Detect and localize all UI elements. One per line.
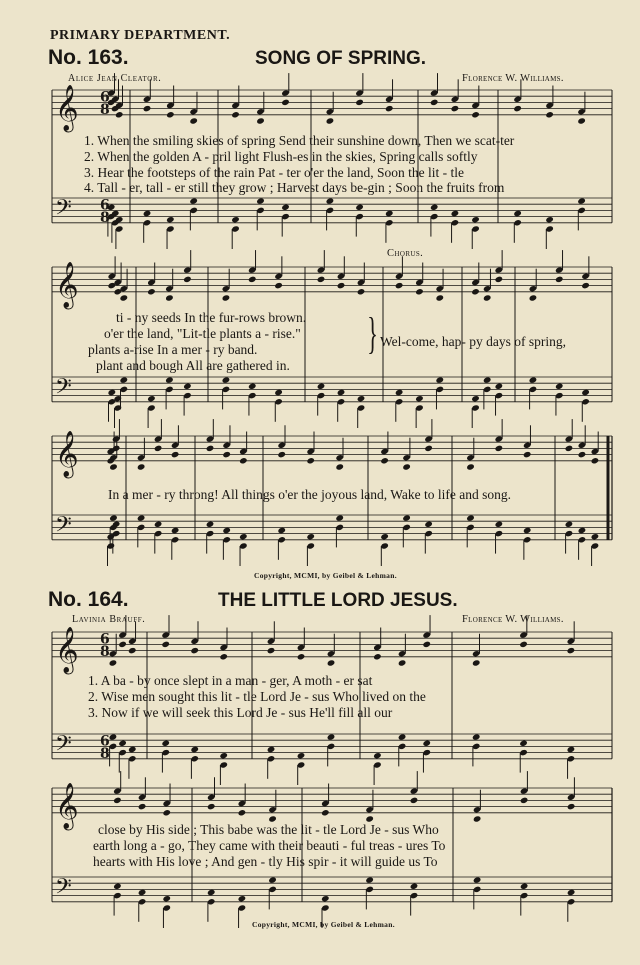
note-head (520, 797, 529, 804)
note-head (523, 527, 532, 534)
hymn-164-verse-3-line-1: 3. Now if we will seek this Lord Je - sus He'll fill all our (88, 705, 393, 720)
time-signature: 8 (100, 209, 110, 226)
note-head (451, 210, 460, 217)
note-head (268, 876, 277, 883)
chorus-line-2: In a mer - ry throng! All things o'er the joyous land, Wake to life and song. (108, 487, 512, 502)
time-signature: 6 (100, 631, 110, 648)
note-head (545, 216, 554, 223)
note-head (162, 809, 171, 816)
note-head (281, 99, 290, 106)
note-head (120, 294, 129, 301)
note-head (321, 895, 330, 902)
note-head (297, 752, 306, 759)
bass-clef-icon: 𝄢 (55, 512, 72, 543)
chorus-label: Chorus. (387, 248, 424, 259)
note-head (239, 457, 248, 464)
note-head (161, 641, 170, 648)
note-head (495, 521, 504, 528)
note-head (189, 117, 198, 124)
note-head (189, 197, 198, 204)
note-head (473, 876, 482, 883)
note-head (138, 803, 147, 810)
note-head (147, 395, 156, 402)
note-head (355, 204, 364, 211)
note-head (581, 282, 590, 289)
hymn-164-copyright: Copyright, MCMI, by Geibel & Lehman. (252, 920, 395, 929)
hymn-163-title: SONG OF SPRING. (255, 48, 427, 69)
note-head (385, 105, 394, 112)
note-head (137, 514, 146, 521)
note-head (577, 197, 586, 204)
note-head (577, 117, 586, 124)
note-head (466, 514, 475, 521)
hymn-163-author: Alice Jean Cleator. (68, 73, 162, 84)
note-head (306, 457, 315, 464)
note-head (222, 527, 231, 534)
note-head (143, 210, 152, 217)
note-head (365, 876, 374, 883)
note-head (267, 746, 276, 753)
note-head (238, 895, 247, 902)
note-head (335, 463, 344, 470)
hymn-163-verse-3-line-2: plants a-rise In a mer - ry band. (88, 342, 258, 357)
note-head (239, 533, 248, 540)
hymn-163-verse-2-line-2: o'er the land, "Lit-tle plants a - rise." (104, 326, 301, 341)
hymn-163-number: No. 163. (48, 46, 129, 69)
note-head (373, 752, 382, 759)
note-head (415, 288, 424, 295)
hymn-164-composer: Florence W. Williams. (462, 614, 564, 625)
note-head (415, 395, 424, 402)
note-head (137, 463, 146, 470)
hymn-163-verse-3-line-1: 3. Hear the footsteps of the rain Pat - ter o'er the land, Soon the lit - tle (84, 165, 464, 180)
note-head (435, 294, 444, 301)
note-head (471, 111, 480, 118)
note-head (165, 294, 174, 301)
note-head (435, 376, 444, 383)
hymn-164-verse-2-line-1: 2. Wise men sought this lit - tle Lord Je - sus Who lived on the (88, 689, 426, 704)
treble-clef-icon: 𝄞 (55, 782, 79, 829)
note-head (523, 451, 532, 458)
note-head (385, 210, 394, 217)
note-head (335, 514, 344, 521)
hymn-164-verse-3-line-2: hearts with His love ; And gen - tly His spir - it will guide us To (93, 854, 438, 869)
note-head (317, 383, 326, 390)
note-head (395, 389, 404, 396)
note-head (222, 294, 231, 301)
note-head (206, 521, 215, 528)
department-heading: PRIMARY DEPARTMENT. (50, 28, 231, 43)
note-head (567, 746, 576, 753)
note-head (466, 463, 475, 470)
treble-clef-icon: 𝄞 (55, 261, 79, 308)
note-head (190, 746, 199, 753)
note-head (398, 733, 407, 740)
note-head (567, 647, 576, 654)
note-head (357, 288, 366, 295)
note-head (424, 445, 433, 452)
note-head (118, 740, 127, 747)
time-signature: 8 (100, 643, 110, 660)
note-head (222, 376, 231, 383)
note-head (207, 803, 216, 810)
note-head (171, 451, 180, 458)
hymn-163-verse-4-line-1: 4. Tall - er, tall - er still they grow ; Harvest days be-gin ; Soon the fruits from (84, 180, 505, 195)
bass-clef-icon: 𝄢 (55, 731, 72, 762)
hymn-163-verse-1-line-2: ti - ny seeds In the fur-rows brown. (116, 310, 307, 325)
note-head (206, 445, 215, 452)
note-head (128, 746, 137, 753)
note-head (165, 376, 174, 383)
note-head (357, 395, 366, 402)
note-head (109, 463, 118, 470)
note-head (430, 204, 439, 211)
note-head (274, 282, 283, 289)
time-signature: 8 (100, 745, 110, 762)
note-head (355, 99, 364, 106)
note-head (267, 647, 276, 654)
note-head (138, 889, 147, 896)
note-head (219, 653, 228, 660)
note-head (398, 659, 407, 666)
note-head (166, 111, 175, 118)
note-head (161, 740, 170, 747)
note-head (326, 197, 335, 204)
note-head (219, 752, 228, 759)
note-head (472, 733, 481, 740)
note-head (108, 389, 117, 396)
treble-clef-icon: 𝄞 (55, 430, 79, 477)
note-head (529, 376, 538, 383)
note-head (231, 216, 240, 223)
note-head (519, 641, 528, 648)
note-head (231, 111, 240, 118)
note-head (424, 521, 433, 528)
note-head (248, 276, 257, 283)
hymn-163-verse-1-line-1: 1. When the smiling skies of spring Send their sunshine down, Then we scat-ter (84, 133, 515, 148)
note-head (430, 99, 439, 106)
note-head (171, 527, 180, 534)
note-head (256, 117, 265, 124)
note-head (471, 216, 480, 223)
note-head (565, 521, 574, 528)
note-head (473, 815, 482, 822)
note-head (277, 451, 286, 458)
note-head (190, 647, 199, 654)
note-head (277, 527, 286, 534)
note-head (248, 383, 257, 390)
note-head (120, 376, 129, 383)
note-head (154, 521, 163, 528)
note-head (109, 733, 118, 740)
note-head (327, 733, 336, 740)
note-head (565, 445, 574, 452)
note-head (471, 395, 480, 402)
note-head (337, 389, 346, 396)
chorus-line-1: Wel-come, hap- py days of spring, (380, 334, 566, 349)
time-signature: 8 (100, 101, 110, 118)
note-head (567, 803, 576, 810)
note-head (555, 383, 564, 390)
note-head (109, 659, 118, 666)
note-head (471, 288, 480, 295)
note-head (472, 659, 481, 666)
note-head (327, 659, 336, 666)
hymn-163-composer: Florence W. Williams. (462, 73, 564, 84)
note-head (578, 451, 587, 458)
hymn-164-verse-1-line-1: 1. A ba - by once slept in a man - ger, A moth - er sat (88, 673, 373, 688)
note-head (109, 514, 118, 521)
note-head (380, 533, 389, 540)
note-head (166, 216, 175, 223)
note-head (520, 883, 529, 890)
note-head (567, 889, 576, 896)
hymn-164-title: THE LITTLE LORD JESUS. (218, 590, 458, 611)
note-head (513, 210, 522, 217)
time-signature: 6 (100, 89, 110, 106)
note-head (410, 883, 419, 890)
bass-clef-icon: 𝄢 (55, 374, 72, 405)
note-head (222, 451, 231, 458)
note-head (238, 809, 247, 816)
hymn-164-verse-1-line-2: close by His side ; This babe was the lit - tle Lord Je - sus Who (98, 822, 439, 837)
note-head (578, 527, 587, 534)
note-head (422, 641, 431, 648)
note-head (483, 376, 492, 383)
note-head (410, 797, 419, 804)
note-head (154, 445, 163, 452)
hymn-164-verse-2-line-2: earth long a - go, They came with their beauti - ful treas - ures To (93, 838, 446, 853)
note-head (147, 288, 156, 295)
note-head (143, 105, 152, 112)
note-head (591, 457, 600, 464)
note-head (281, 204, 290, 211)
note-head (162, 895, 171, 902)
note-head (451, 105, 460, 112)
note-head (306, 533, 315, 540)
hymn-163-verse-2-line-1: 2. When the golden A - pril light Flush-es in the skies, Spring calls softly (84, 149, 478, 164)
note-head (591, 533, 600, 540)
note-head (297, 653, 306, 660)
note-head (483, 294, 492, 301)
note-head (256, 197, 265, 204)
note-head (317, 276, 326, 283)
note-head (373, 653, 382, 660)
time-signature: 6 (100, 733, 110, 750)
bass-clef-icon: 𝄢 (55, 874, 72, 905)
note-head (128, 647, 137, 654)
note-head (495, 383, 504, 390)
note-head (395, 282, 404, 289)
note-head (113, 883, 122, 890)
treble-clef-icon: 𝄞 (55, 84, 79, 131)
note-head (326, 117, 335, 124)
note-head (402, 514, 411, 521)
note-head (581, 389, 590, 396)
hymn-164-author: Lavinia Brauff. (72, 614, 146, 625)
note-head (321, 809, 330, 816)
note-head (337, 282, 346, 289)
verse-brace: } (367, 309, 378, 358)
hymn-164-number: No. 164. (48, 588, 129, 611)
treble-clef-icon: 𝄞 (55, 626, 79, 673)
note-head (529, 294, 538, 301)
time-signature: 6 (100, 197, 110, 214)
note-head (495, 445, 504, 452)
bass-clef-icon: 𝄢 (55, 195, 72, 226)
note-head (183, 276, 192, 283)
note-head (555, 276, 564, 283)
note-head (402, 463, 411, 470)
note-head (115, 111, 124, 118)
note-head (183, 383, 192, 390)
note-head (513, 105, 522, 112)
note-head (274, 389, 283, 396)
note-head (380, 457, 389, 464)
hymn-163-verse-4-line-2: plant and bough All are gathered in. (96, 358, 290, 373)
note-head (495, 276, 504, 283)
note-head (422, 740, 431, 747)
note-head (519, 740, 528, 747)
note-head (113, 797, 122, 804)
note-head (545, 111, 554, 118)
note-head (207, 889, 216, 896)
hymn-163-copyright: Copyright, MCMI, by Geibel & Lehman. (254, 571, 397, 580)
note-head (118, 641, 127, 648)
